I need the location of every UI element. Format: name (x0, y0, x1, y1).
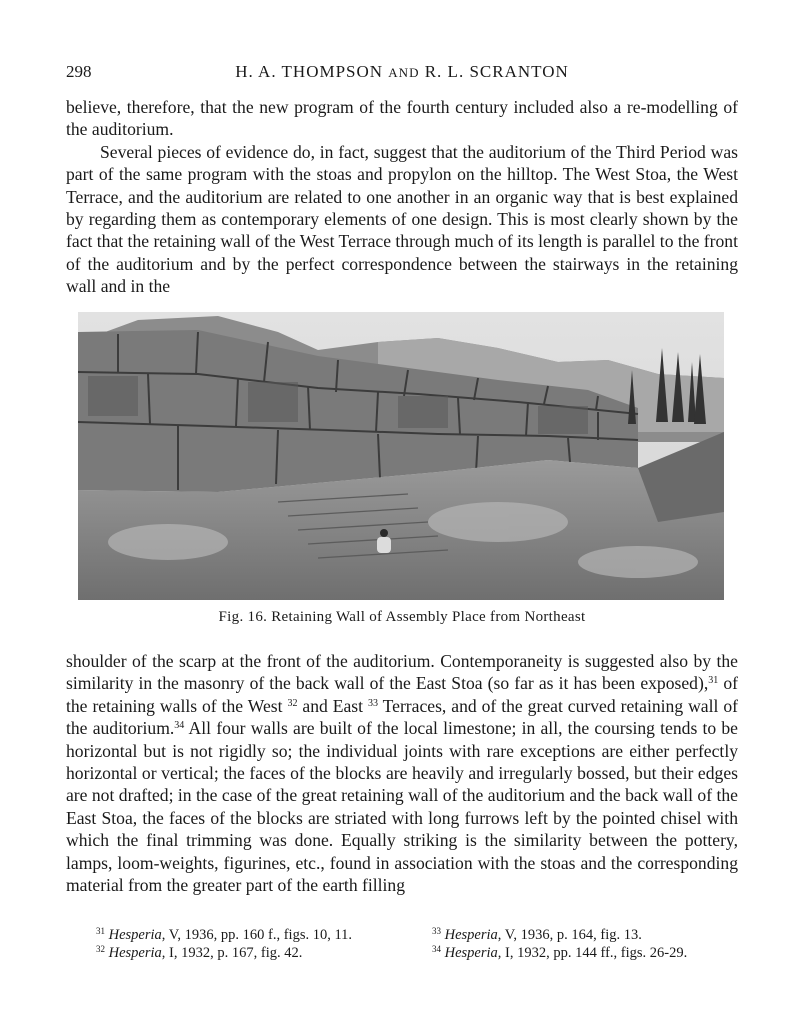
text-run: Several pieces of evidence do, in fact, suggest that the auditorium of the Third Period was part of the same program with the stoas and propylon on the hilltop. The West Stoa, the West Terrace, and the auditorium are related to one another in an organic way that is best explained by regarding them as contemporary elements of one design. This is most clearly shown by the fact that the retaining wall of the West Terrace through much of its length is parallel to the front of the auditorium and by the perfect correspondence between the stairways in the retaining wall and in the (66, 141, 738, 297)
body-text-bottom (66, 650, 738, 896)
figure-16-photograph (78, 312, 724, 600)
footnote-32: $^{32}$ Hesperia, I, 1932, p. 167, fig. 42. (96, 944, 303, 961)
page-number: 298 (66, 62, 92, 81)
text-run: of the retaining walls of the West (66, 673, 738, 716)
paragraph-2 (66, 141, 738, 298)
footnote-34: $^{34}$ Hesperia, I, 1932, pp. 144 ff., figs. 26-29. (432, 944, 688, 961)
text-run: shoulder of the scarp at the front of the auditorium. Contemporaneity is suggested also by the similarity in the masonry of the back wall of the East Stoa (so far as it has been exposed), (66, 651, 738, 694)
footnote-31: $^{31}$ Hesperia, V, 1936, pp. 160 f., figs. 10, 11. (96, 926, 353, 943)
paragraph-1 (66, 96, 738, 141)
text-run: All four walls are built of the local limestone; in all, the coursing tends to be horizontal but is not rigidly so; the individual joints with rare exceptions are either perfectly horizontal or vertical; the faces of the blocks are heavily and irregularly bossed, but their edges are not drafted; in the case of the great retaining wall of the auditorium and the back wall of the East Stoa, the faces of the blocks are striated with long furrows left by the pointed chisel with which the final trimming was done. Equally striking is the similarity between the pottery, lamps, loom-weights, figurines, etc., found in association with the stoas and the corresponding material from the greater part of the earth filling (66, 718, 738, 896)
footnote-ref-34: 34 (174, 720, 185, 732)
author-conjunction: AND (388, 65, 420, 80)
footnote-ref-33: 33 (367, 697, 378, 709)
footnote-33: $^{33}$ Hesperia, V, 1936, p. 164, fig. 13. (432, 926, 642, 943)
author-2: R. L. SCRANTON (424, 62, 569, 81)
running-header (66, 62, 738, 84)
text-run: Terraces, and of the great curved retaining wall of the auditorium. (66, 695, 738, 739)
running-head (66, 62, 738, 82)
text-run: believe, therefore, that the new program of the fourth century included also a re-modelling of the auditorium. (66, 97, 738, 140)
footnote-ref-32: 32 (287, 697, 298, 709)
retaining-wall-photo (78, 312, 724, 600)
text-run: and East (297, 695, 368, 716)
body-text-top (66, 96, 738, 298)
paragraph-3 (66, 650, 738, 896)
footnote-ref-31: 31 (708, 675, 719, 687)
author-1: H. A. THOMPSON (235, 62, 384, 81)
figure-caption: Fig. 16. Retaining Wall of Assembly Place from Northeast (218, 609, 586, 625)
